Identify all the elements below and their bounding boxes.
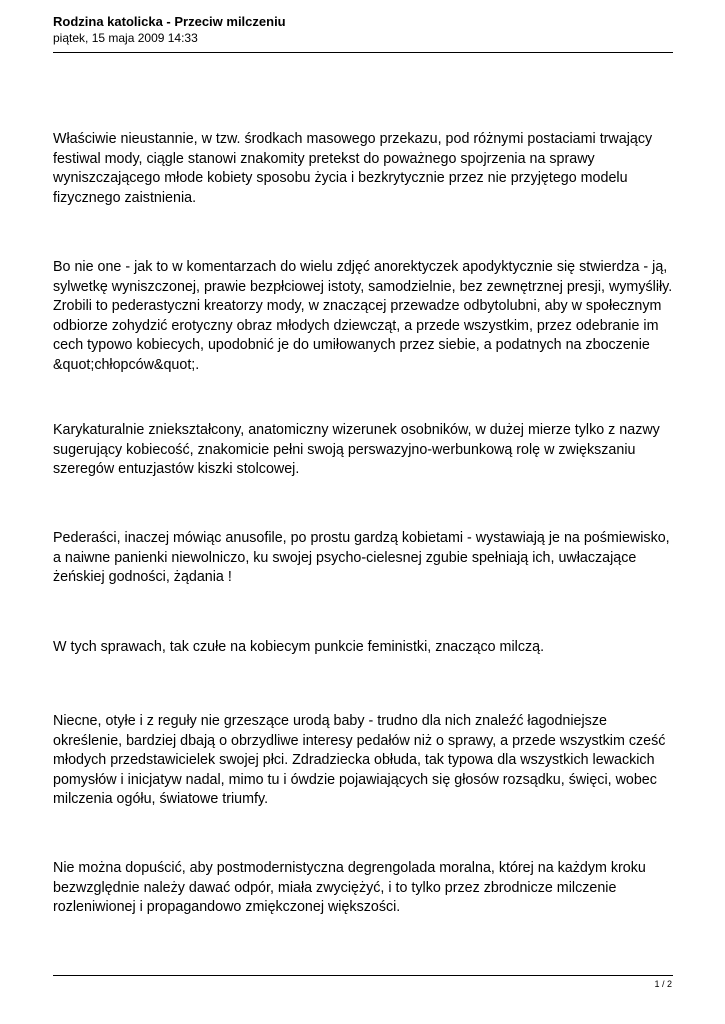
document-header [53, 13, 673, 46]
document-date: piątek, 15 maja 2009 14:33 [53, 31, 198, 45]
page-number: 1 / 2 [654, 979, 672, 989]
paragraph-2: Bo nie one - jak to w komentarzach do wielu zdjęć anorektyczek apodyktycznie się stwierdza - ją, sylwetkę wyniszczonej, prawie bezpłciowej istoty, samodzielnie, bez zewnętrznej presji, wymyśliły. Zrobili to pederastyczni kreatorzy mody, w znaczącej przewadze odbytolubni, aby w społecznym odbiorze zohydzić erotyczny obraz młodych dziewcząt, a przede wszystkim, przez odebranie im cech typowo kobiecych, upodobnić je do umiłowanych przez siebie, a podatnych na zboczenie &quot;chłopców&quot;. [53, 259, 673, 373]
paragraph-5: W tych sprawach, tak czułe na kobiecym punkcie feministki, znacząco milczą. [53, 639, 545, 655]
paragraph-7: Nie można dopuścić, aby postmodernistyczna degrengolada moralna, której na każdym kroku bezwzględnie należy dawać odpór, miała zwyciężyć, i to tylko przez zbrodnicze milczenie rozleniwionej i propagandowo zmiękczonej większości. [53, 860, 646, 915]
footer-divider [53, 975, 673, 976]
paragraph-6: Niecne, otyłe i z reguły nie grzeszące urodą baby - trudno dla nich znaleźć łagodniejsze określenie, bardziej dbają o obrzydliwe interesy pedałów niż o sprawy, a przede wszystkim cześć młodych przedstawicielek swojej płci. Zdradziecka obłuda, tak typowa dla wszystkich lewackich pomysłów i inicjatyw nadal, mimo tu i ówdzie pojawiających się głosów rozsądku, święci, wobec milczenia ogółu, światowe triumfy. [53, 713, 666, 807]
paragraph-3: Karykaturalnie zniekształcony, anatomiczny wizerunek osobników, w dużej mierze tylko z nazwy sugerujący kobiecość, znakomicie pełni swoją perswazyjno-werbunkową rolę w zwiększaniu szeregów entuzjastów kiszki stolcowej. [53, 422, 660, 477]
paragraph-1: Właściwie nieustannie, w tzw. środkach masowego przekazu, pod różnymi postaciami trwający festiwal mody, ciągle stanowi znakomity pretekst do poważnego spojrzenia na sprawy wyniszczającego młode kobiety sposobu życia i bezkrytycznie przez nie przyjętego modelu fizycznego zaistnienia. [53, 131, 653, 206]
document-title: Rodzina katolicka - Przeciw milczeniu [53, 14, 286, 29]
header-divider [53, 52, 673, 53]
paragraph-4: Pederaści, inaczej mówiąc anusofile, po prostu gardzą kobietami - wystawiają je na pośmiewisko, a naiwne panienki niewolniczo, ku swojej psycho-cielesnej zgubie spełniają ich, uwłaczające żeńskiej godności, żądania ! [53, 530, 670, 585]
